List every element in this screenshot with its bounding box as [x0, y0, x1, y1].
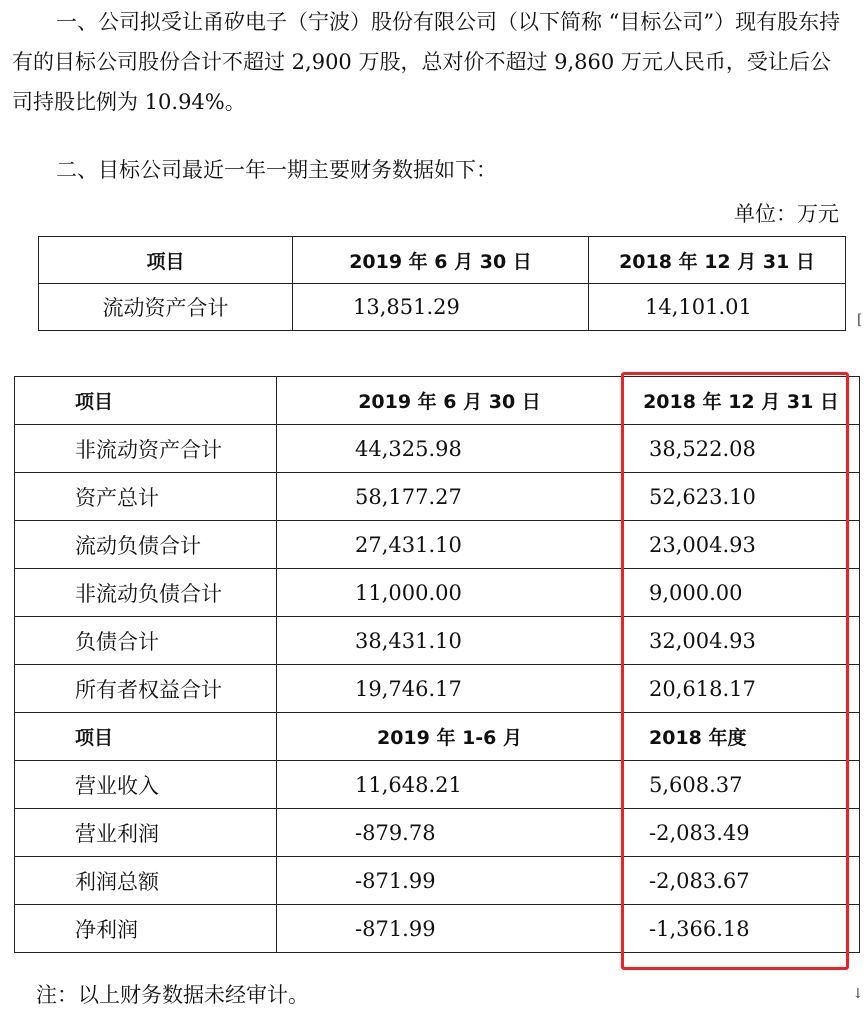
value-cell: 14,101.01: [589, 284, 846, 331]
header-cell: 项目: [15, 713, 277, 761]
row-label: 负债合计: [15, 617, 277, 665]
value-cell: 11,648.21: [277, 761, 623, 809]
table-row: [15, 761, 860, 809]
table-row: [15, 857, 860, 905]
row-label: 利润总额: [15, 857, 277, 905]
table-row: [15, 665, 860, 713]
table-header-row: [15, 377, 860, 425]
value-cell: 58,177.27: [277, 473, 623, 521]
row-label: 非流动资产合计: [15, 425, 277, 473]
table-row: [15, 905, 860, 953]
value-cell: -871.99: [277, 905, 623, 953]
header-cell: 项目: [39, 237, 293, 284]
value-cell: 9,000.00: [623, 569, 860, 617]
table-row: [15, 425, 860, 473]
value-cell: -2,083.67: [623, 857, 860, 905]
intro-paragraph-1: 一、公司拟受让甬矽电子（宁波）股份有限公司（以下简称 “目标公司”）现有股东持有的目标公司股份合计不超过 2,900 万股，总对价不超过 9,860 万元人民币，受让后公司持股比例为 10.94%。: [12, 10, 841, 114]
value-cell: 38,431.10: [277, 617, 623, 665]
value-cell: 27,431.10: [277, 521, 623, 569]
header-cell: 2018 年度: [623, 713, 860, 761]
value-cell: 23,004.93: [623, 521, 860, 569]
table-row: [15, 473, 860, 521]
value-cell: -2,083.49: [623, 809, 860, 857]
table-row: [15, 617, 860, 665]
row-label: 营业利润: [15, 809, 277, 857]
header-cell: 项目: [15, 377, 277, 425]
header-cell: 2019 年 6 月 30 日: [277, 377, 623, 425]
edge-mark-arrow: ↓: [852, 986, 864, 1002]
table-subheader-row: [15, 713, 860, 761]
value-cell: 11,000.00: [277, 569, 623, 617]
value-cell: -879.78: [277, 809, 623, 857]
intro-paragraph-2: 二、目标公司最近一年一期主要财务数据如下：: [56, 158, 497, 182]
unit-label: 单位：万元: [734, 202, 839, 226]
row-label: 营业收入: [15, 761, 277, 809]
edge-mark-bracket: [: [857, 312, 863, 328]
table-row: [15, 569, 860, 617]
value-cell: -1,366.18: [623, 905, 860, 953]
header-cell: 2018 年 12 月 31 日: [623, 377, 860, 425]
row-label: 资产总计: [15, 473, 277, 521]
value-cell: 52,623.10: [623, 473, 860, 521]
value-cell: 5,608.37: [623, 761, 860, 809]
value-cell: 19,746.17: [277, 665, 623, 713]
row-label: 净利润: [15, 905, 277, 953]
header-cell: 2019 年 1-6 月: [277, 713, 623, 761]
footnote: 注：以上财务数据未经审计。: [36, 983, 309, 1007]
row-label: 流动负债合计: [15, 521, 277, 569]
current-assets-table: [38, 236, 846, 331]
value-cell: 44,325.98: [277, 425, 623, 473]
value-cell: 38,522.08: [623, 425, 860, 473]
value-cell: 20,618.17: [623, 665, 860, 713]
value-cell: 13,851.29: [293, 284, 589, 331]
row-label: 所有者权益合计: [15, 665, 277, 713]
table-row: [15, 521, 860, 569]
row-label: 非流动负债合计: [15, 569, 277, 617]
row-label: 流动资产合计: [39, 284, 293, 331]
table-row: [39, 284, 846, 331]
value-cell: 32,004.93: [623, 617, 860, 665]
header-cell: 2019 年 6 月 30 日: [293, 237, 589, 284]
header-cell: 2018 年 12 月 31 日: [589, 237, 846, 284]
table-row: [15, 809, 860, 857]
financial-data-table: [14, 376, 860, 953]
value-cell: -871.99: [277, 857, 623, 905]
table-header-row: [39, 237, 846, 284]
